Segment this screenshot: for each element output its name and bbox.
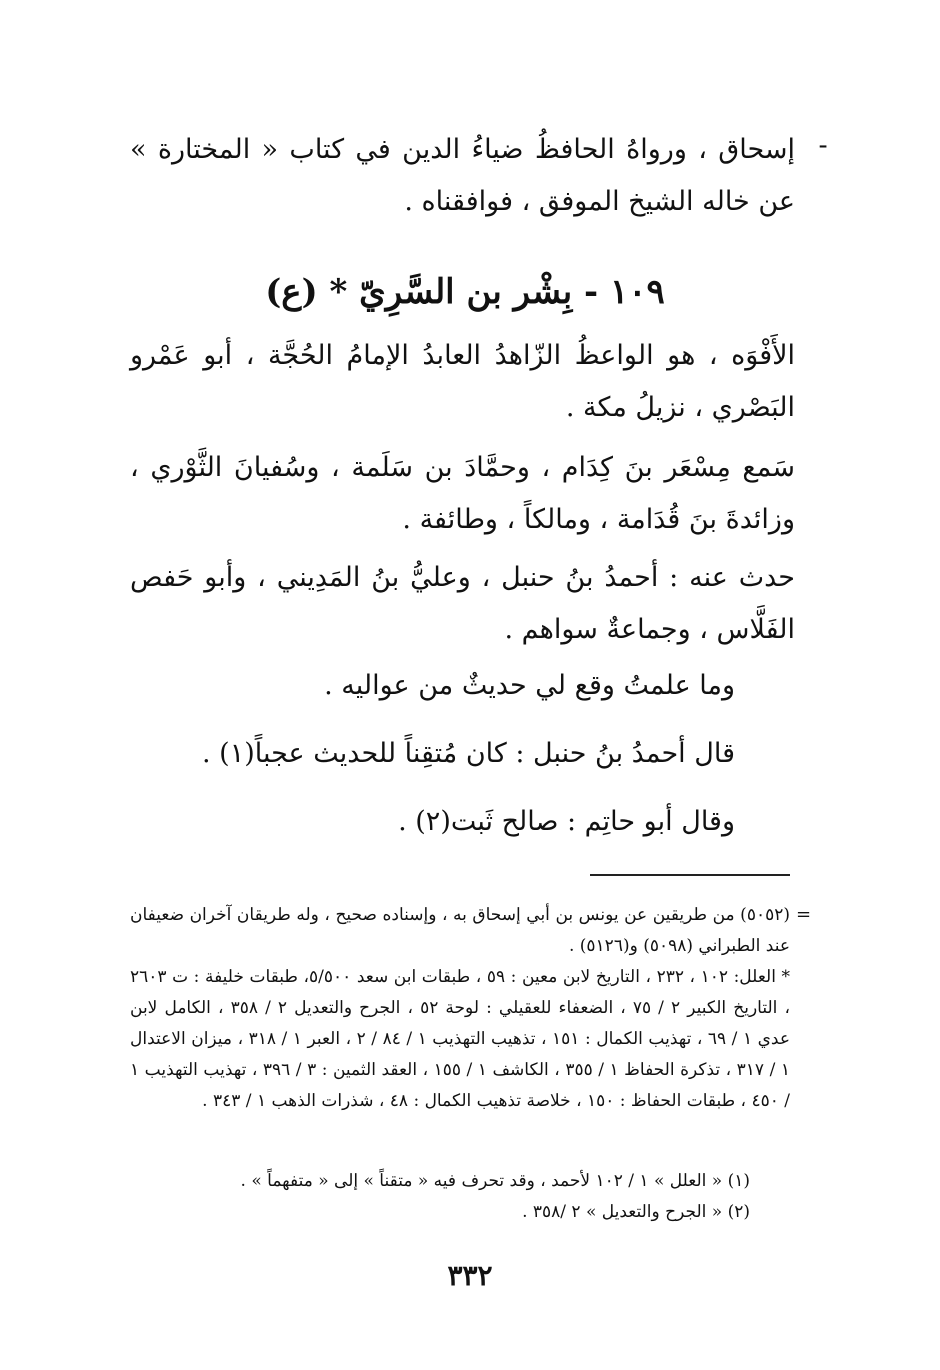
footnote-continuation: (٥٠٥٢) من طريقين عن يونس بن أبي إسحاق به ، وإسناده صحيح ، وله طريقان آخران ضعيفان عند الطبراني (٥٠٩٨) و(٥١٢٦) . <box>130 905 790 956</box>
footnote-2: (٢) « الجرح والتعديل » ٢ /٣٥٨ . <box>522 1202 750 1222</box>
bio-paragraph: الأَفْوَه ، هو الواعظُ الزّاهدُ العابدُ الإمامُ الحُجَّة ، أبو عَمْرو البَصْري ، نزيلُ مكة . <box>130 340 795 423</box>
high-chain-paragraph: وما علمتُ وقع لي حديثٌ من عواليه . <box>324 670 735 701</box>
continuation-paragraph: إسحاق ، ورواهُ الحافظُ ضياءُ الدين في كتاب « المختارة » عن خاله الشيخ الموفق ، فوافقناه . <box>130 134 795 217</box>
footnote-divider <box>590 874 790 876</box>
heard-from-paragraph: سَمع مِسْعَر بنَ كِدَام ، وحمَّادَ بن سَلَمة ، وسُفيانَ الثَّوْري ، وزائدةَ بنَ قُدَامة ، ومالكاً ، وطائفة . <box>130 452 795 535</box>
footnote-1: (١) « العلل » ١ / ١٠٢ لأحمد ، وقد تحرف فيه « متقناً » إلى « متفهماً » . <box>240 1171 750 1191</box>
continuation-dash: - <box>818 130 828 161</box>
footnote-sources: * العلل: ١٠٢ ، ٢٣٢ ، التاريخ لابن معين : ٥٩ ، طبقات ابن سعد ٥/٥٠٠، طبقات خليفة : ت ٢٦٠٣ ، التاريخ الكبير ٢ / ٧٥ ، الضعفاء للعقيلي : لوحة ٥٢ ، الجرح والتعديل ٢ / ٣٥٨ ، الكامل لابن عدي ١ / ٦٩ ، تهذيب الكمال : ١٥١ ، تذهيب التهذيب ١ / ٨٤ / ٢ ، العبر ١ / ٣١٨ ، ميزان الاعتدال ١ / ٣١٧ ، تذكرة الحفاظ ١ / ٣٥٥ ، الكاشف ١ / ١٥٥ ، العقد الثمين : ٣ / ٣٩٦ ، تهذيب التهذيب ١ / ٤٥٠ ، طبقات الحفاظ : ١٥٠ ، خلاصة تذهيب الكمال : ٤٨ ، شذرات الذهب ١ / ٣٤٣ . <box>130 967 790 1111</box>
narrated-by-paragraph: حدث عنه : أحمدُ بنُ حنبل ، وعليُّ بنُ المَدِيني ، وأبو حَفص الفَلَّاس ، وجماعةٌ سواهم . <box>130 562 795 645</box>
footnote-continuation-marker: = <box>796 904 812 925</box>
abu-hatim-quote-paragraph: وقال أبو حاتِم : صالح ثَبت(٢) . <box>398 806 735 837</box>
page-number: ٣٣٢ <box>447 1259 493 1292</box>
ahmad-quote-paragraph: قال أحمدُ بنُ حنبل : كان مُتقِناً للحديث عجباً(١) . <box>202 738 735 769</box>
entry-heading: ١٠٩ - بِشْر بن السَّرِيّ * (ع) <box>265 272 665 312</box>
